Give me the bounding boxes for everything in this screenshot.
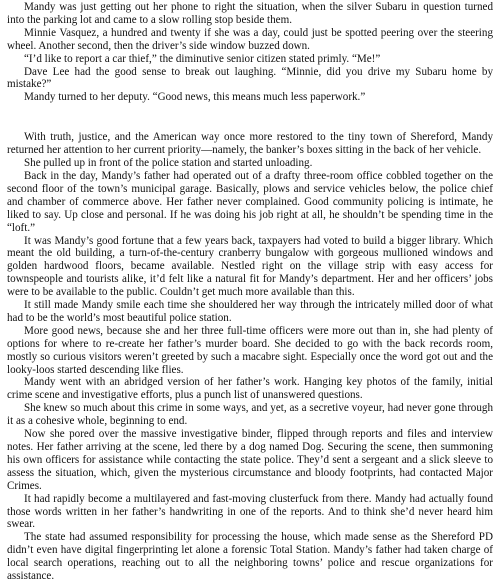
paragraph: Now she pored over the massive investigative binder, flipped through reports and files and interview notes. Her father arriving at the scene, led there by a dog named Dog. Securing the scene, then summoning his own officers for assistance while contacting the state police. They’d sent a sergeant and a slick sleeve to assess the situation, which, given the mysterious circumstance and bloody footprints, had contacted Major Crimes. [7,428,493,492]
paragraph: It had rapidly become a multilayered and fast-moving clusterfuck from there. Mandy had actually found those words written in her father’s handwriting in one of the reports. And to think she’d never heard him swear. [7,492,493,531]
scene-two [7,131,493,583]
paragraph: Back in the day, Mandy’s father had operated out of a drafty three-room office cobbled together on the second floor of the town’s municipal garage. Basically, plows and service vehicles below, the police chief and chamber of commerce above. Her father never complained. Good community policing is intimate, he liked to say. Up close and personal. If he was doing his job right at all, he shouldn’t be spending time in the “loft.” [7,169,493,234]
paragraph: With truth, justice, and the American way once more restored to the tiny town of Shereford, Mandy returned her attention to her current priority—namely, the banker’s boxes sitting in the back of her vehicle. [7,131,493,157]
paragraph: “I’d like to report a car thief,” the diminutive senior citizen stated primly. “Me!” [24,52,381,65]
paragraph: More good news, because she and her three full-time officers were more out than in, she had plenty of options for where to re-create her father’s murder board. She decided to go with the back records room, mostly so curious visitors weren’t greeted by such a macabre sight. Especially once the word got out and the looky-loos started descending like flies. [7,324,493,376]
paragraph: Mandy was just getting out her phone to right the situation, when the silver Subaru in question turned into the parking lot and came to a slow rolling stop beside them. [7,1,493,26]
paragraph: Dave Lee had the good sense to break out laughing. “Minnie, did you drive my Subaru home by mistake?” [7,65,493,91]
paragraph: It was Mandy’s good fortune that a few years back, taxpayers had voted to build a bigger library. Which meant the old building, a turn-of-the-century cranberry bungalow with gorgeous mullioned windows and golden hardwood floors, became available. Nestled right on the village strip with easy access for townspeople and tourists alike, it’d felt like a natural fit for Mandy’s department. Her and her officers’ jobs were to be available to the public. Couldn’t get much more available than this. [7,234,493,299]
paragraph: Mandy went with an abridged version of her father’s work. Hanging key photos of the family, initial crime scene and investigative efforts, plus a punch list of unanswered questions. [7,376,493,402]
paragraph: She knew so much about this crime in some ways, and yet, as a secretive voyeur, had never gone through it as a cohesive whole, beginning to end. [7,402,493,428]
scene-break [7,104,493,131]
paragraph: Mandy turned to her deputy. “Good news, this means much less paperwork.” [24,91,366,104]
scene-one [7,1,493,104]
paragraph: The state had assumed responsibility for processing the house, which made sense as the Shereford PD didn’t even have digital fingerprinting let alone a forensic Total Station. Mandy’s father had taken charge of local search operations, reaching out to all the neighboring towns’ police and rescue organizations for assistance. [7,531,493,583]
paragraph: She pulled up in front of the police station and started unloading. [24,157,313,170]
paragraph: Minnie Vasquez, a hundred and twenty if she was a day, could just be spotted peering over the steering wheel. Another second, then the driver’s side window buzzed down. [7,26,493,52]
paragraph: It still made Mandy smile each time she shouldered her way through the intricately milled door of what had to be the world’s most beautiful police station. [7,299,493,324]
